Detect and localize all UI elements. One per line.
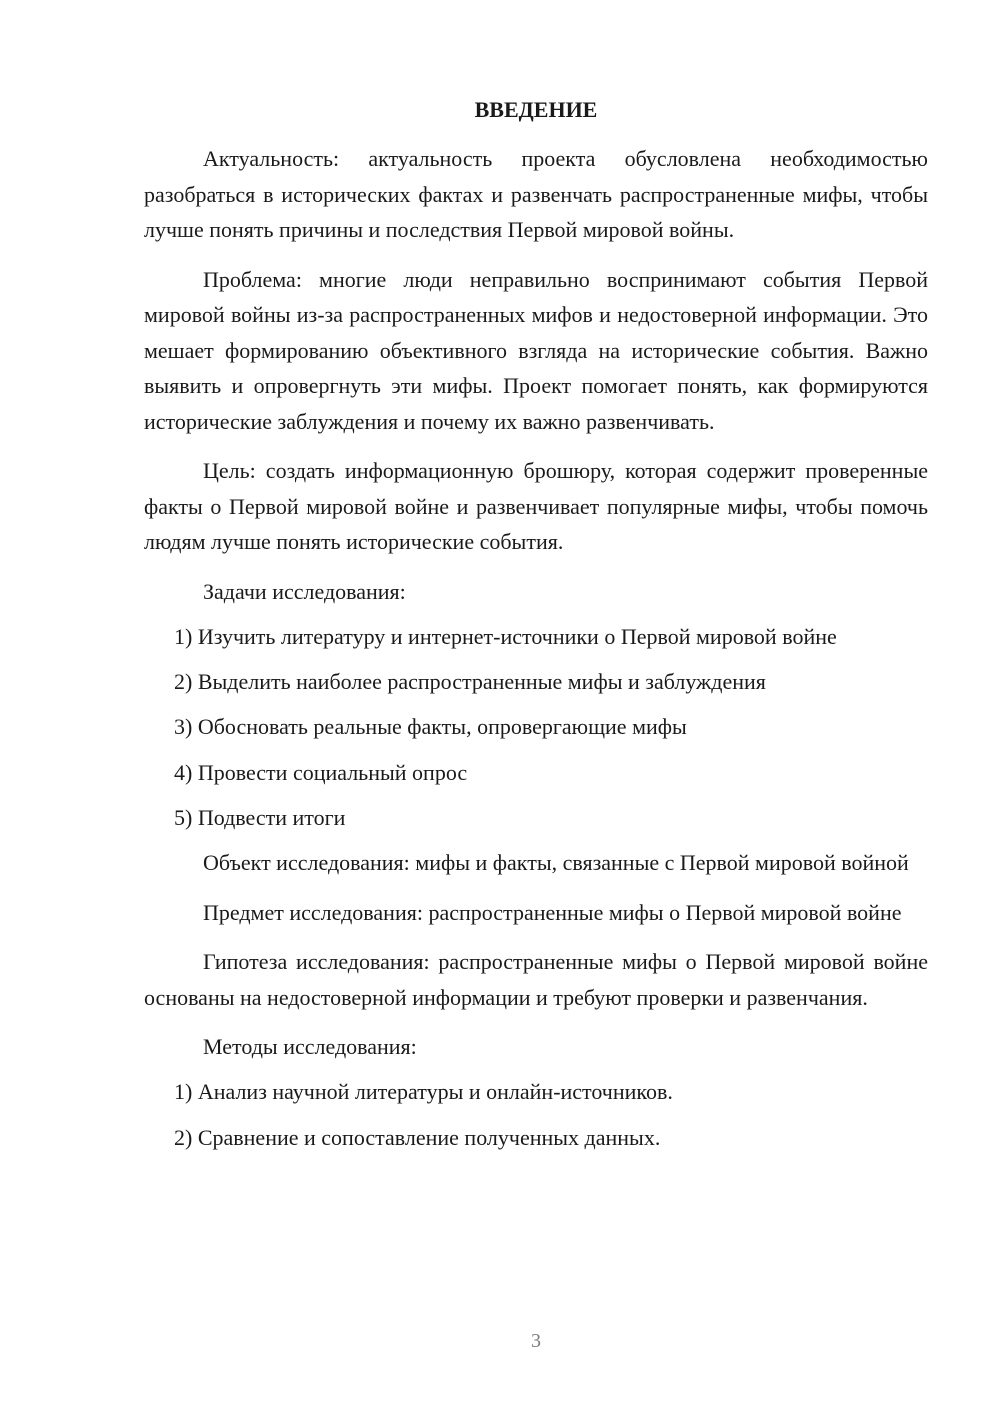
page-number: 3	[531, 1330, 541, 1352]
task-item-2: 2) Выделить наиболее распространенные мифы и заблуждения	[174, 668, 766, 694]
problem-paragraph: Проблема: многие люди неправильно воспринимают события Первой мировой войны из-за распространенных мифов и недостоверной информации. Это мешает формированию объективного взгляда на исторические события. Важно выявить и опровергнуть эти мифы. Проект помогает понять, как формируются исторические заблуждения и почему их важно развенчивать.	[144, 266, 928, 434]
relevance-paragraph: Актуальность: актуальность проекта обусловлена необходимостью разобраться в исторических фактах и развенчать распространенные мифы, чтобы лучше понять причины и последствия Первой мировой войны.	[144, 146, 928, 242]
task-item-4: 4) Провести социальный опрос	[174, 759, 468, 785]
hypothesis-paragraph: Гипотеза исследования: распространенные мифы о Первой мировой войне основаны на недостоверной информации и требуют проверки и развенчания.	[144, 949, 928, 1010]
goal-paragraph: Цель: создать информационную брошюру, которая содержит проверенные факты о Первой мировой войне и развенчивает популярные мифы, чтобы помочь людям лучше понять исторические события.	[144, 458, 928, 554]
methods-title: Методы исследования:	[203, 1034, 417, 1060]
subject-paragraph: Предмет исследования: распространенные мифы о Первой мировой войне	[203, 899, 902, 925]
page-content	[144, 92, 928, 1165]
section-heading: ВВЕДЕНИЕ	[474, 97, 598, 122]
task-item-5: 5) Подвести итоги	[174, 805, 346, 831]
object-paragraph: Объект исследования: мифы и факты, связанные с Первой мировой войной	[203, 850, 909, 876]
method-item-2: 2) Сравнение и сопоставление полученных данных.	[174, 1124, 661, 1150]
task-item-3: 3) Обосновать реальные факты, опровергающие мифы	[174, 714, 687, 740]
method-item-1: 1) Анализ научной литературы и онлайн-источников.	[174, 1079, 673, 1105]
task-item-1: 1) Изучить литературу и интернет-источники о Первой мировой войне	[174, 623, 837, 649]
tasks-title: Задачи исследования:	[203, 578, 406, 604]
